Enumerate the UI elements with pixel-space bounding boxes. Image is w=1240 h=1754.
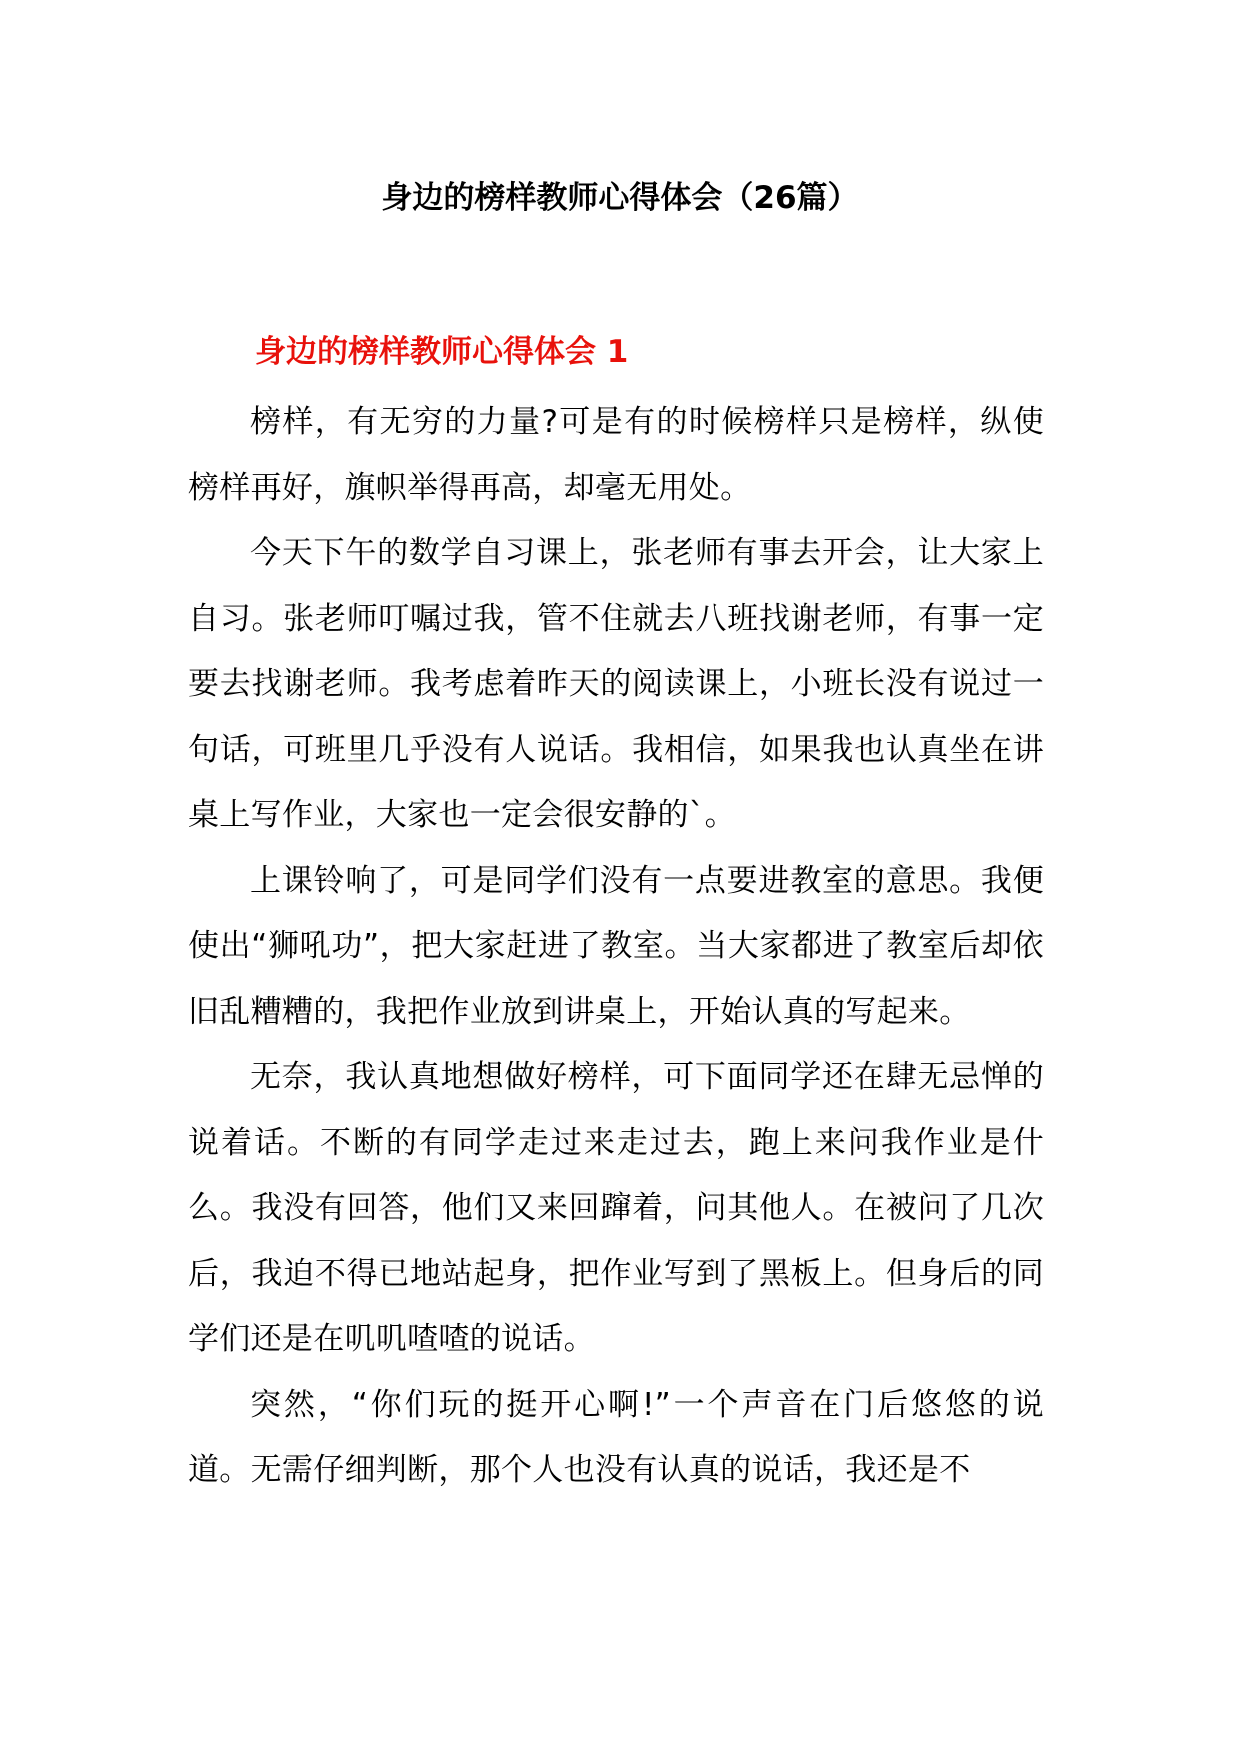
section-body — [188, 390, 1044, 1504]
paragraph: 突然，“你们玩的挺开心啊!”一个声音在门后悠悠的说道。无需仔细判断，那个人也没有认真的说话，我还是不 — [188, 1386, 1044, 1488]
paragraph: 榜样，有无穷的力量?可是有的时候榜样只是榜样，纵使榜样再好，旗帜举得再高，却毫无用处。 — [188, 404, 1044, 506]
paragraph: 今天下午的数学自习课上，张老师有事去开会，让大家上自习。张老师叮嘱过我，管不住就去八班找谢老师，有事一定要去找谢老师。我考虑着昨天的阅读课上，小班长没有说过一句话，可班里几乎没有人说话。我相信，如果我也认真坐在讲桌上写作业，大家也一定会很安静的`。 — [188, 535, 1044, 833]
paragraph: 无奈，我认真地想做好榜样，可下面同学还在肆无忌惮的说着话。不断的有同学走过来走过去，跑上来问我作业是什么。我没有回答，他们又来回蹿着，问其他人。在被问了几次后，我迫不得已地站起身，把作业写到了黑板上。但身后的同学们还是在叽叽喳喳的说话。 — [188, 1059, 1044, 1357]
section-heading: 身边的榜样教师心得体会 1 — [255, 334, 629, 370]
paragraph: 上课铃响了，可是同学们没有一点要进教室的意思。我便使出“狮吼功”，把大家赶进了教室。当大家都进了教室后却依旧乱糟糟的，我把作业放到讲桌上，开始认真的写起来。 — [188, 862, 1044, 1030]
document-title: 身边的榜样教师心得体会（26篇） — [381, 180, 859, 216]
